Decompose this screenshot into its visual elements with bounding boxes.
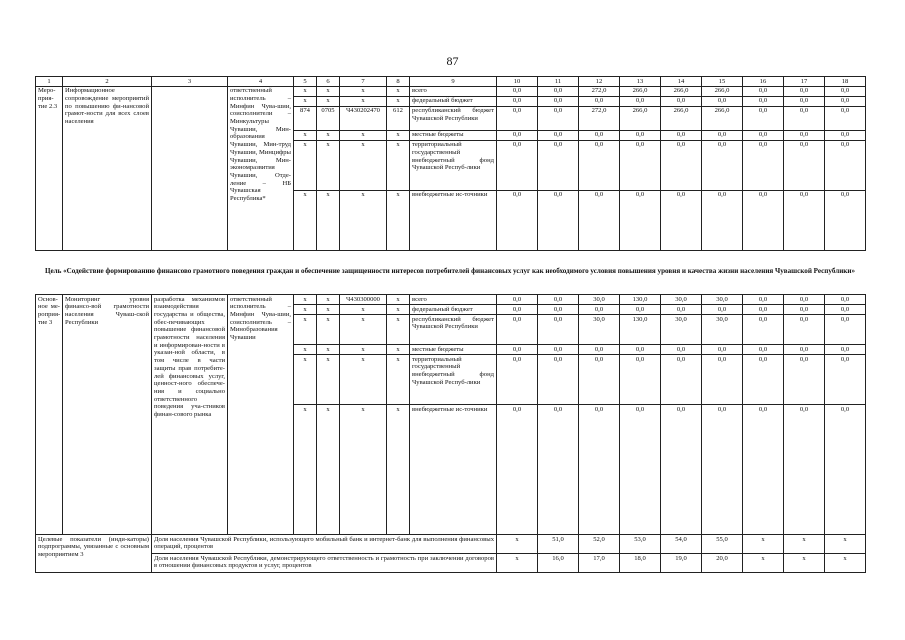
column-number-cell: 18 xyxy=(825,77,866,87)
budget-code-cell: x xyxy=(340,345,387,355)
column-number-cell: 17 xyxy=(784,77,825,87)
amount-cell: 130,0 xyxy=(620,295,661,305)
column-number-cell: 15 xyxy=(702,77,743,87)
budget-code-cell: x xyxy=(340,140,387,190)
amount-cell: 0,0 xyxy=(497,86,538,96)
budget-code-cell: x xyxy=(340,190,387,250)
amount-cell: 0,0 xyxy=(784,86,825,96)
amount-cell: 0,0 xyxy=(702,130,743,140)
column-number-cell: 16 xyxy=(743,77,784,87)
budget-code-cell: x xyxy=(294,96,317,106)
column-number-row xyxy=(36,77,866,87)
amount-cell: 0,0 xyxy=(784,96,825,106)
amount-cell: 0,0 xyxy=(497,140,538,190)
amount-cell: 0,0 xyxy=(825,130,866,140)
amount-cell: 0,0 xyxy=(743,305,784,315)
amount-cell: 0,0 xyxy=(620,96,661,106)
indicator-value-cell: 55,0 xyxy=(702,535,743,554)
amount-cell: 0,0 xyxy=(620,345,661,355)
amount-cell: 30,0 xyxy=(702,295,743,305)
budget-code-cell: x xyxy=(340,86,387,96)
amount-cell: 30,0 xyxy=(702,315,743,345)
amount-cell: 266,0 xyxy=(702,106,743,130)
amount-cell: 0,0 xyxy=(825,96,866,106)
amount-cell: 0,0 xyxy=(661,305,702,315)
amount-cell: 0,0 xyxy=(825,405,866,535)
amount-cell: 0,0 xyxy=(743,86,784,96)
funding-source-cell: территориальный государственный внебюджетный фонд Чувашской Респуб-лики xyxy=(410,140,497,190)
amount-cell: 0,0 xyxy=(538,130,579,140)
budget-code-cell: x xyxy=(317,190,340,250)
amount-cell: 0,0 xyxy=(538,355,579,405)
amount-cell: 0,0 xyxy=(825,345,866,355)
amount-cell: 0,0 xyxy=(579,345,620,355)
amount-cell: 0,0 xyxy=(538,405,579,535)
budget-code-cell: x xyxy=(387,295,410,305)
column-number-cell: 4 xyxy=(228,77,294,87)
amount-cell: 0,0 xyxy=(620,190,661,250)
amount-cell: 0,0 xyxy=(579,96,620,106)
amount-cell: 0,0 xyxy=(579,405,620,535)
budget-code-cell: x xyxy=(294,86,317,96)
amount-cell: 0,0 xyxy=(825,190,866,250)
budget-code-cell: x xyxy=(317,295,340,305)
page-number: 87 xyxy=(446,54,459,68)
budget-code-cell: x xyxy=(387,86,410,96)
budget-code-cell: x xyxy=(294,140,317,190)
amount-cell: 0,0 xyxy=(620,130,661,140)
budget-code-cell: x xyxy=(317,355,340,405)
amount-cell: 0,0 xyxy=(784,190,825,250)
amount-cell: 0,0 xyxy=(538,315,579,345)
indicator-value-cell: 19,0 xyxy=(661,554,702,573)
budget-code-cell: x xyxy=(387,315,410,345)
amount-cell: 0,0 xyxy=(538,96,579,106)
amount-cell: 0,0 xyxy=(661,130,702,140)
funding-source-cell: внебюджетные ис-точники xyxy=(410,405,497,535)
column-number-cell: 9 xyxy=(410,77,497,87)
budget-code-cell: x xyxy=(387,96,410,106)
indicator-value-cell: 20,0 xyxy=(702,554,743,573)
amount-cell: 0,0 xyxy=(538,86,579,96)
budget-code-cell: x xyxy=(294,355,317,405)
column-number-cell: 13 xyxy=(620,77,661,87)
budget-code-cell: x xyxy=(317,86,340,96)
amount-cell: 0,0 xyxy=(784,106,825,130)
amount-cell: 0,0 xyxy=(497,190,538,250)
amount-cell: 0,0 xyxy=(497,345,538,355)
amount-cell: 0,0 xyxy=(538,295,579,305)
indicator-value-cell: 51,0 xyxy=(538,535,579,554)
amount-cell: 0,0 xyxy=(661,405,702,535)
budget-code-cell: x xyxy=(387,130,410,140)
column-number-cell: 11 xyxy=(538,77,579,87)
indicator-text-cell: Доля населения Чувашской Республики, использующего мобильный банк и интернет-банк для выполнения финансовых операций, процентов xyxy=(152,535,497,554)
indicator-value-cell: x xyxy=(497,535,538,554)
amount-cell: 0,0 xyxy=(784,345,825,355)
funding-source-cell: местные бюджеты xyxy=(410,130,497,140)
budget-code-cell: 612 xyxy=(387,106,410,130)
amount-cell: 272,0 xyxy=(579,106,620,130)
amount-cell: 30,0 xyxy=(661,315,702,345)
indicator-value-cell: x xyxy=(743,535,784,554)
budget-code-cell: x xyxy=(317,96,340,106)
funding-source-cell: федеральный бюджет xyxy=(410,305,497,315)
column-number-cell: 2 xyxy=(63,77,152,87)
budget-row xyxy=(36,295,866,305)
amount-cell: 0,0 xyxy=(784,130,825,140)
amount-cell: 266,0 xyxy=(661,106,702,130)
amount-cell: 0,0 xyxy=(825,355,866,405)
column-number-cell: 12 xyxy=(579,77,620,87)
indicator-value-cell: 52,0 xyxy=(579,535,620,554)
amount-cell: 266,0 xyxy=(702,86,743,96)
amount-cell: 0,0 xyxy=(743,190,784,250)
amount-cell: 0,0 xyxy=(825,295,866,305)
amount-cell: 0,0 xyxy=(743,96,784,106)
budget-code-cell: Ч430202470 xyxy=(340,106,387,130)
amount-cell: 0,0 xyxy=(784,140,825,190)
indicator-value-cell: 54,0 xyxy=(661,535,702,554)
budget-code-cell: x xyxy=(340,305,387,315)
amount-cell: 0,0 xyxy=(825,106,866,130)
amount-cell: 0,0 xyxy=(661,355,702,405)
amount-cell: 0,0 xyxy=(497,106,538,130)
amount-cell: 0,0 xyxy=(497,405,538,535)
budget-code-cell: x xyxy=(317,140,340,190)
amount-cell: 0,0 xyxy=(784,405,825,535)
indicator-value-cell: 53,0 xyxy=(620,535,661,554)
budget-code-cell: x xyxy=(340,96,387,106)
amount-cell: 0,0 xyxy=(620,355,661,405)
amount-cell: 0,0 xyxy=(497,355,538,405)
amount-cell: 0,0 xyxy=(661,96,702,106)
column-number-cell: 14 xyxy=(661,77,702,87)
budget-code-cell: x xyxy=(340,315,387,345)
indicator-value-cell: 16,0 xyxy=(538,554,579,573)
indicator-value-cell: x xyxy=(784,535,825,554)
budget-code-cell: x xyxy=(387,190,410,250)
amount-cell: 266,0 xyxy=(620,106,661,130)
amount-cell: 272,0 xyxy=(579,86,620,96)
task-cell: разработка механизмов взаимодействия государства и общества, обес-печивающих повышение финансовой грамотности населения и информирован-ности в указан-ной области, в том числе в части защиты прав потребите-лей финансовых услуг, ценност-ного обеспече-ния и социально ответственного поведения уча-стников финан-сового рынка xyxy=(152,295,228,535)
funding-source-cell: внебюджетные ис-точники xyxy=(410,190,497,250)
amount-cell: 0,0 xyxy=(784,305,825,315)
amount-cell: 0,0 xyxy=(538,345,579,355)
amount-cell: 266,0 xyxy=(661,86,702,96)
indicator-row xyxy=(36,535,866,554)
amount-cell: 0,0 xyxy=(743,140,784,190)
amount-cell: 0,0 xyxy=(497,305,538,315)
budget-code-cell: x xyxy=(317,315,340,345)
amount-cell: 0,0 xyxy=(661,140,702,190)
column-number-cell: 10 xyxy=(497,77,538,87)
amount-cell: 0,0 xyxy=(579,190,620,250)
amount-cell: 0,0 xyxy=(743,106,784,130)
amount-cell: 0,0 xyxy=(743,130,784,140)
column-number-cell: 3 xyxy=(152,77,228,87)
budget-code-cell: x xyxy=(387,355,410,405)
amount-cell: 0,0 xyxy=(538,305,579,315)
budget-code-cell: x xyxy=(387,140,410,190)
budget-code-cell: x xyxy=(317,305,340,315)
amount-cell: 0,0 xyxy=(743,355,784,405)
column-number-cell: 8 xyxy=(387,77,410,87)
amount-cell: 0,0 xyxy=(538,106,579,130)
amount-cell: 0,0 xyxy=(702,345,743,355)
amount-cell: 0,0 xyxy=(620,140,661,190)
amount-cell: 0,0 xyxy=(825,140,866,190)
amount-cell: 0,0 xyxy=(579,355,620,405)
executor-cell: ответственный исполнитель – Минфин Чува-шии, соисполнители – Минкультуры Чувашии, Мин-образования Чувашии, Мин-труд Чувашии, Минцифры Чувашии, Мин-экономразвития Чувашии, Отде-ление – НБ Чувашская Республика* xyxy=(228,86,294,250)
column-number-cell: 7 xyxy=(340,77,387,87)
funding-source-cell: республиканский бюджет Чувашской Республики xyxy=(410,106,497,130)
amount-cell: 0,0 xyxy=(702,305,743,315)
budget-table-activity-2-3 xyxy=(35,76,866,251)
budget-code-cell: x xyxy=(387,305,410,315)
amount-cell: 0,0 xyxy=(743,295,784,305)
amount-cell: 0,0 xyxy=(538,140,579,190)
amount-cell: 0,0 xyxy=(825,305,866,315)
funding-source-cell: местные бюджеты xyxy=(410,345,497,355)
indicator-value-cell: x xyxy=(825,535,866,554)
activity-name-cell: Информационное сопровождение мероприятий по повышению фи-нансовой грамот-ности для всех слоев населения xyxy=(63,86,152,250)
budget-code-cell: x xyxy=(294,345,317,355)
amount-cell: 0,0 xyxy=(497,130,538,140)
funding-source-cell: республиканский бюджет Чувашской Республики xyxy=(410,315,497,345)
indicator-value-cell: 17,0 xyxy=(579,554,620,573)
amount-cell: 0,0 xyxy=(620,305,661,315)
activity-name-cell: Мониторинг уровня финансо-вой грамотности населения Чуваш-ской Республики xyxy=(63,295,152,535)
budget-code-cell: Ч430300000 xyxy=(340,295,387,305)
indicator-value-cell: x xyxy=(743,554,784,573)
budget-code-cell: x xyxy=(294,315,317,345)
budget-table-main-activity-3 xyxy=(35,294,866,573)
amount-cell: 0,0 xyxy=(784,355,825,405)
amount-cell: 266,0 xyxy=(620,86,661,96)
budget-code-cell: x xyxy=(387,345,410,355)
indicators-label-cell: Целевые показатели (инди-каторы) подпрограммы, увязанные с основным мероприятием 3 xyxy=(36,535,152,573)
column-number-cell: 6 xyxy=(317,77,340,87)
funding-source-cell: всего xyxy=(410,86,497,96)
executor-cell: ответственный исполнитель – Минфин Чува-шии, соисполнитель – Минобразования Чувашии xyxy=(228,295,294,535)
amount-cell: 0,0 xyxy=(784,315,825,345)
funding-source-cell: федеральный бюджет xyxy=(410,96,497,106)
budget-code-cell: x xyxy=(294,190,317,250)
budget-code-cell: x xyxy=(294,305,317,315)
amount-cell: 0,0 xyxy=(579,305,620,315)
budget-code-cell: x xyxy=(340,130,387,140)
amount-cell: 0,0 xyxy=(743,345,784,355)
budget-code-cell: 874 xyxy=(294,106,317,130)
indicator-row xyxy=(36,554,866,573)
amount-cell: 0,0 xyxy=(497,295,538,305)
budget-code-cell: x xyxy=(317,345,340,355)
indicator-value-cell: x xyxy=(784,554,825,573)
indicator-value-cell: x xyxy=(825,554,866,573)
amount-cell: 0,0 xyxy=(661,190,702,250)
amount-cell: 0,0 xyxy=(702,140,743,190)
funding-source-cell: территориальный государственный внебюджетный фонд Чувашской Респуб-лики xyxy=(410,355,497,405)
amount-cell: 0,0 xyxy=(702,405,743,535)
amount-cell: 0,0 xyxy=(702,355,743,405)
amount-cell: 0,0 xyxy=(538,190,579,250)
activity-number-cell: Меро-прия-тие 2.3 xyxy=(36,86,63,250)
column-number-cell: 5 xyxy=(294,77,317,87)
amount-cell: 130,0 xyxy=(620,315,661,345)
budget-code-cell: x xyxy=(294,295,317,305)
amount-cell: 30,0 xyxy=(661,295,702,305)
budget-row xyxy=(36,86,866,96)
budget-code-cell: x xyxy=(317,130,340,140)
indicator-value-cell: x xyxy=(497,554,538,573)
budget-code-cell: x xyxy=(340,405,387,535)
budget-code-cell: x xyxy=(387,405,410,535)
funding-source-cell: всего xyxy=(410,295,497,305)
amount-cell: 0,0 xyxy=(661,345,702,355)
amount-cell: 30,0 xyxy=(579,315,620,345)
amount-cell: 0,0 xyxy=(702,96,743,106)
amount-cell: 0,0 xyxy=(743,315,784,345)
amount-cell: 0,0 xyxy=(579,140,620,190)
amount-cell: 0,0 xyxy=(579,130,620,140)
amount-cell: 0,0 xyxy=(620,405,661,535)
amount-cell: 0,0 xyxy=(825,86,866,96)
budget-code-cell: x xyxy=(340,355,387,405)
budget-code-cell: x xyxy=(294,130,317,140)
indicator-text-cell: Доля населения Чувашской Республики, демонстрирующего ответственность и грамотность при заключении договоров в отношении финансовых продуктов и услуг, процентов xyxy=(152,554,497,573)
column-number-cell: 1 xyxy=(36,77,63,87)
task-cell xyxy=(152,86,228,250)
amount-cell: 0,0 xyxy=(497,96,538,106)
amount-cell: 0,0 xyxy=(784,295,825,305)
budget-code-cell: x xyxy=(294,405,317,535)
amount-cell: 30,0 xyxy=(579,295,620,305)
amount-cell: 0,0 xyxy=(497,315,538,345)
amount-cell: 0,0 xyxy=(825,315,866,345)
budget-code-cell: 0705 xyxy=(317,106,340,130)
budget-code-cell: x xyxy=(317,405,340,535)
goal-heading: Цель «Содействие формированию финансово грамотного поведения граждан и обеспечение защищенности интересов потребителей финансовых услуг как необходимого условия повышения уровня и качества жизни населения Чувашской Республики» xyxy=(44,267,856,275)
indicator-value-cell: 18,0 xyxy=(620,554,661,573)
amount-cell: 0,0 xyxy=(702,190,743,250)
activity-number-cell: Основ-ное ме-роприя-тие 3 xyxy=(36,295,63,535)
amount-cell: 0,0 xyxy=(743,405,784,535)
